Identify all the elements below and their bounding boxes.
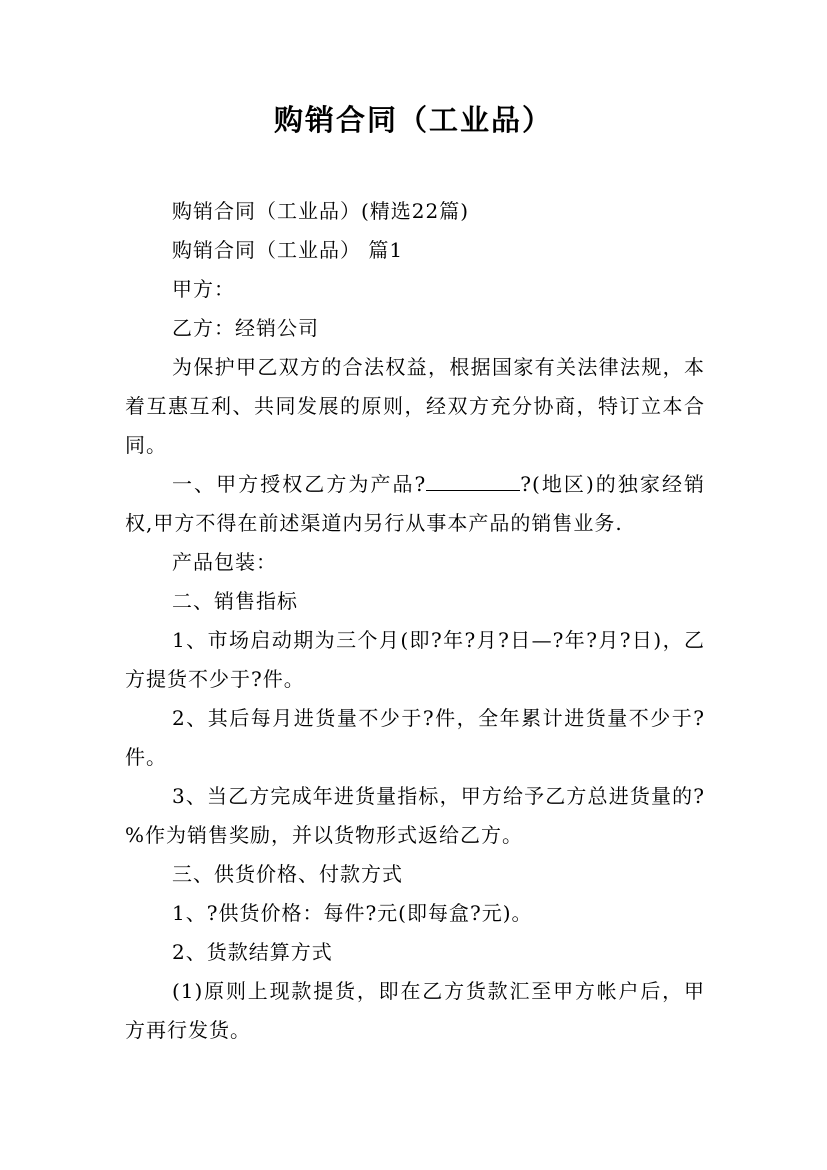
sales-target-item-3: 3、当乙方完成年进货量指标，甲方给予乙方总进货量的?%作为销售奖励，并以货物形式返给乙方。 <box>125 784 705 847</box>
price-item-2: 2、货款结算方式 <box>172 940 333 964</box>
document-body <box>125 192 705 1050</box>
party-a-line: 甲方： <box>172 277 235 301</box>
preamble-paragraph: 为保护甲乙双方的合法权益，根据国家有关法律法规，本着互惠互利、共同发展的原则，经双方充分协商，特订立本合同。 <box>125 355 705 457</box>
document-title: 购销合同（工业品） <box>273 103 553 137</box>
sales-target-item-1: 1、市场启动期为三个月(即?年?月?日—?年?月?日)，乙方提货不少于?件。 <box>125 628 705 691</box>
clause-one-paragraph <box>125 465 705 543</box>
payment-subitem-1: (1)原则上现款提货，即在乙方货款汇至甲方帐户后，甲方再行发货。 <box>125 979 705 1042</box>
section-two-heading: 二、销售指标 <box>172 589 298 613</box>
clause-one-text-after: ?(地区)的独家经销权,甲方不得在前述渠道内另行从事本产品的销售业务. <box>125 472 705 535</box>
fill-in-blank <box>426 470 520 491</box>
price-item-1: 1、?供货价格：每件?元(即每盒?元)。 <box>172 901 533 925</box>
section-heading: 购销合同（工业品） 篇1 <box>172 238 404 262</box>
packaging-line: 产品包装： <box>172 550 277 574</box>
sales-target-item-2: 2、其后每月进货量不少于?件，全年累计进货量不少于?件。 <box>125 706 705 769</box>
party-b-line: 乙方：经销公司 <box>172 316 319 340</box>
clause-one-text-before: 一、甲方授权乙方为产品? <box>172 472 427 496</box>
section-three-heading: 三、供货价格、付款方式 <box>172 862 403 886</box>
subtitle-line: 购销合同（工业品）(精选22篇) <box>172 199 470 223</box>
